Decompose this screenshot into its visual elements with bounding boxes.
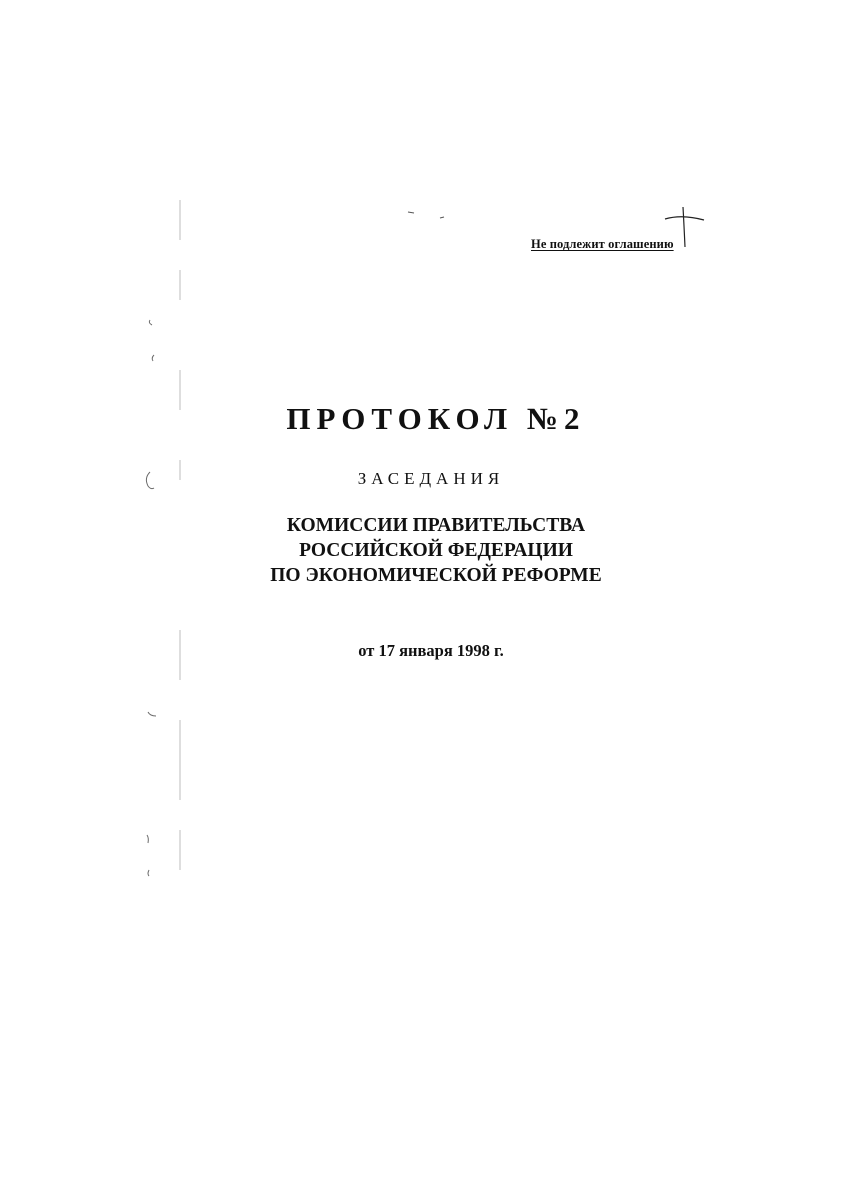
commission-line-3: ПО ЭКОНОМИЧЕСКОЙ РЕФОРМЕ bbox=[270, 565, 602, 586]
document-subtitle: ЗАСЕДАНИЯ bbox=[357, 469, 505, 488]
restriction-note: Не подлежит оглашению bbox=[531, 237, 674, 251]
cross-mark-icon bbox=[660, 205, 710, 255]
stray-marks bbox=[400, 205, 460, 225]
commission-name bbox=[0, 513, 842, 588]
document-date: от 17 января 1998 г. bbox=[358, 641, 504, 660]
commission-line-1: КОМИССИИ ПРАВИТЕЛЬСТВА bbox=[286, 515, 586, 536]
document-title: ПРОТОКОЛ №2 bbox=[286, 401, 586, 436]
commission-line-2: РОССИЙСКОЙ ФЕДЕРАЦИИ bbox=[299, 540, 573, 561]
